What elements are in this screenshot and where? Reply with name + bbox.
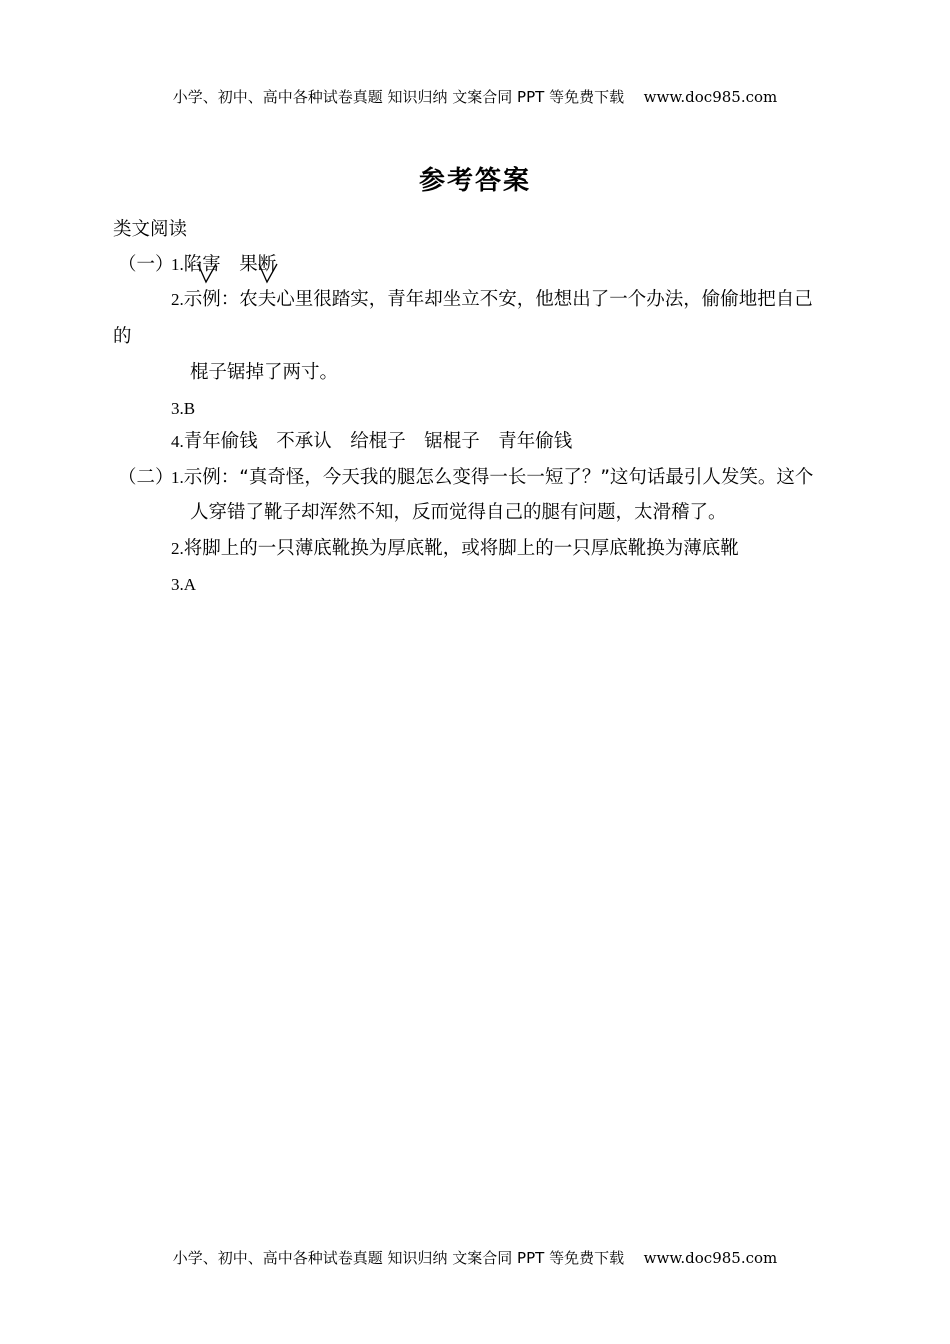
part2-q1-text-line1: 示例：“真奇怪，今天我的腿怎么变得一长一短了？”这句话最引人发笑。这个 bbox=[183, 467, 814, 488]
page-title: 参考答案 bbox=[418, 166, 531, 196]
part1-q2 bbox=[171, 287, 813, 313]
part1-q1-answer: 陷害 果断 bbox=[183, 254, 277, 275]
header-text: 小学、初中、高中各种试卷真题 知识归纳 文案合同 PPT 等免费下载 bbox=[172, 88, 625, 106]
part2-q3-answer: A bbox=[183, 575, 197, 594]
footer-url[interactable]: www.doc985.com bbox=[643, 1249, 778, 1267]
checkmark-icon bbox=[196, 262, 218, 286]
part1-q3 bbox=[171, 396, 195, 422]
part1-q4-answer: 青年偷钱 不承认 给棍子 锯棍子 青年偷钱 bbox=[183, 431, 573, 452]
section-heading: 类文阅读 bbox=[113, 219, 188, 240]
part2-q2 bbox=[171, 536, 739, 562]
page-header bbox=[0, 86, 950, 107]
part1-q2-text-line1: 示例：农夫心里很踏实，青年却坐立不安，他想出了一个办法，偷偷地把自己 bbox=[183, 289, 813, 310]
part2-q1-num: 1. bbox=[171, 468, 184, 487]
part2-q2-answer: 将脚上的一只薄底靴换为厚底靴，或将脚上的一只厚底靴换为薄底靴 bbox=[183, 538, 739, 559]
header-url[interactable]: www.doc985.com bbox=[643, 88, 778, 106]
part2-q1 bbox=[171, 465, 813, 491]
part1-q2-num: 2. bbox=[171, 290, 184, 309]
page-footer bbox=[0, 1247, 950, 1268]
part1-q4 bbox=[171, 429, 572, 455]
part1-label: （一） bbox=[118, 254, 174, 275]
part2-label: （二） bbox=[118, 467, 174, 488]
part1-q1-num: 1. bbox=[171, 255, 184, 274]
part1-q2-text-line2: 的 bbox=[113, 326, 132, 347]
checkmark-icon bbox=[257, 262, 279, 286]
part1-q4-num: 4. bbox=[171, 432, 184, 451]
part2-q1-text-line2: 人穿错了靴子却浑然不知，反而觉得自己的腿有问题，太滑稽了。 bbox=[190, 502, 727, 523]
part2-q3 bbox=[171, 572, 196, 598]
part1-q3-num: 3. bbox=[171, 399, 184, 418]
part1-q2-text-line3: 棍子锯掉了两寸。 bbox=[190, 362, 339, 383]
part2-q3-num: 3. bbox=[171, 575, 184, 594]
footer-text: 小学、初中、高中各种试卷真题 知识归纳 文案合同 PPT 等免费下载 bbox=[172, 1249, 625, 1267]
part1-q3-answer: B bbox=[183, 399, 196, 418]
part2-q2-num: 2. bbox=[171, 539, 184, 558]
